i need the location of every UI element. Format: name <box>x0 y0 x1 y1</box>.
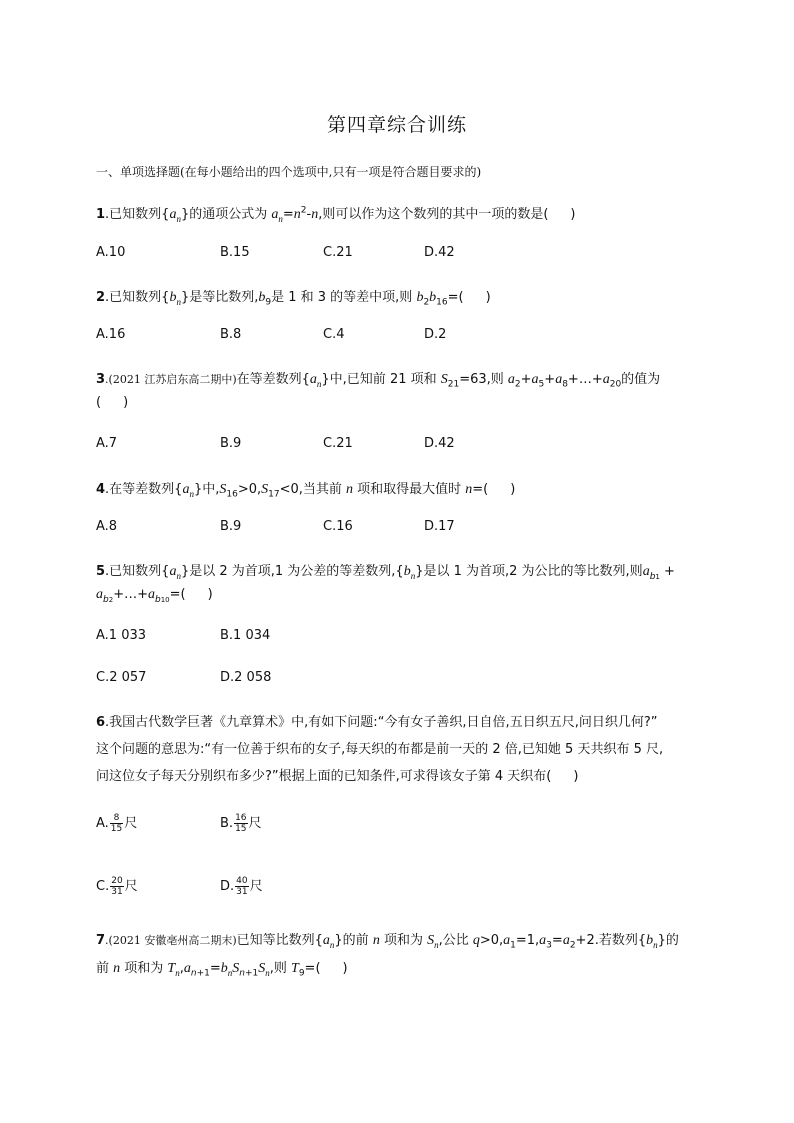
q3-text: + <box>544 372 556 387</box>
question-number: 2 <box>96 290 106 305</box>
q3-text: ) <box>123 395 129 410</box>
q1-text: .已知数列{ <box>105 207 170 222</box>
option-b: B. $\frac{16}{15}$ 尺 <box>220 813 262 834</box>
option-b: B.15 <box>220 245 250 260</box>
question-number: 5 <box>96 564 106 579</box>
option-b: B.9 <box>220 519 242 534</box>
q2-text: }是等比数列, <box>180 290 259 305</box>
option-a: A.7 <box>96 436 118 451</box>
option-d: D.42 <box>424 436 455 451</box>
option-c: C.2 057 <box>96 670 147 685</box>
question-6 <box>96 711 657 730</box>
q2-text: =( <box>447 290 464 305</box>
q1-text: - <box>306 207 312 222</box>
question-2: 2.已知数列$\{b_n\}$是等比数列$,b_9$是 1 和 3 的等差中项,则 $b_2b_{16}=$( ) <box>96 290 491 308</box>
fraction: $\frac{20}{31}$ <box>111 876 123 897</box>
option-b: B.8 <box>220 327 242 342</box>
option-d: D.17 <box>424 519 455 534</box>
q4-text: 项和取得最大值时 <box>353 482 466 497</box>
q7-text: +2.若数列{ <box>575 933 647 948</box>
q7-text: 项和为 <box>120 961 168 976</box>
question-7: 7.(2021 安徽亳州高二期末)已知等比数列$\{a_n\}$的前 n 项和为 $S_n$,公比 $q>0,a_1=1,a_3=a_2+2$.若数列$\{b_n\}$的 <box>96 933 679 951</box>
section-heading: 一、单项选择题(在每小题给出的四个选项中,只有一项是符合题目要求的) <box>96 165 482 179</box>
q5-text: }是以 2 为首项,1 为公差的等差数列,{ <box>180 564 404 579</box>
q5-text: +…+ <box>113 587 148 602</box>
q5-text: .已知数列{ <box>105 564 170 579</box>
q3-text: + <box>520 372 532 387</box>
option-d: D.42 <box>424 245 455 260</box>
q1-text: ,则可以作为这个数列的其中一项的数是( <box>318 207 549 222</box>
q4-text: >0, <box>237 482 262 497</box>
q7-text: }的前 <box>334 933 373 948</box>
q7-text: 已知等比数列{ <box>236 933 323 948</box>
q7-text: ,公比 <box>438 933 473 948</box>
q3-text: +…+ <box>567 372 603 387</box>
source-note: .(2021 安徽亳州高二期末) <box>105 934 237 947</box>
option-a: A.10 <box>96 245 126 260</box>
q7-text: 项和为 <box>379 933 428 948</box>
q5-text: =( <box>169 587 186 602</box>
question-number: 6 <box>96 715 106 730</box>
option-a: A. $\frac{8}{15}$ 尺 <box>96 813 138 834</box>
question-7-cont: 前 n 项和为 $T_n,a_{n+1}=b_nS_{n+1}S_n$,则 $T_9=$( ) <box>96 961 348 979</box>
fraction: $\frac{8}{15}$ <box>110 813 123 834</box>
question-number: 4 <box>96 482 106 497</box>
option-b: B.1 034 <box>220 628 271 643</box>
q3-text: =63,则 <box>459 372 508 387</box>
question-4: 4.在等差数列$\{a_n\}$中$,S_{16}>0,S_{17}<0$,当其前 n 项和取得最大值时 n=( ) <box>96 482 516 500</box>
q4-text: }中, <box>193 482 220 497</box>
q7-text: }的 <box>657 933 679 948</box>
q1-text: }的通项公式为 <box>180 207 272 222</box>
question-3-cont <box>96 395 128 410</box>
option-d: D.2 058 <box>220 670 272 685</box>
option-a: A.16 <box>96 327 126 342</box>
q5-text: }是以 1 为首项,2 为公比的等比数列,则 <box>415 564 643 579</box>
question-number: 3 <box>96 372 106 387</box>
q7-text: , <box>179 961 184 976</box>
option-c: C.4 <box>323 327 345 342</box>
source-note: .(2021 江苏启东高二期中) <box>105 373 237 386</box>
q6-text: 问这位女子每天分别织布多少?”根据上面的已知条件,可求得该女子第 4 天织布( <box>96 769 552 784</box>
option-a: A.1 033 <box>96 628 147 643</box>
fraction: $\frac{40}{31}$ <box>236 876 248 897</box>
q2-text: ) <box>485 290 491 305</box>
question-6-line-3 <box>96 765 578 784</box>
q3-text: }中,已知前 21 项和 <box>321 372 441 387</box>
q3-text: 在等差数列{ <box>236 372 310 387</box>
q3-text: ( <box>96 395 102 410</box>
option-c: C. $\frac{20}{31}$ 尺 <box>96 876 138 897</box>
q2-text: 是 1 和 3 的等差中项,则 <box>271 290 417 305</box>
q5-text: ) <box>207 587 213 602</box>
q5-text: + <box>659 564 675 579</box>
question-3: 3.(2021 江苏启东高二期中)在等差数列$\{a_n\}$中,已知前 21 项和 $S_{21}=63$,则 $a_2+a_5+a_8+\dots+a_{20}$的值为 <box>96 372 661 390</box>
q7-text: =1, <box>515 933 540 948</box>
q7-text: = <box>551 933 563 948</box>
q3-text: 的值为 <box>621 372 661 387</box>
q7-text: = <box>209 961 221 976</box>
q4-text: .在等差数列{ <box>105 482 183 497</box>
option-b: B.9 <box>220 436 242 451</box>
option-d: D. $\frac{40}{31}$ 尺 <box>220 876 263 897</box>
option-a: A.8 <box>96 519 118 534</box>
question-6-line-2: 这个问题的意思为:“有一位善于织布的女子,每天织的布都是前一天的 2 倍,已知她 5 天共织布 5 尺, <box>96 742 664 757</box>
page-title: 第四章综合训练 <box>326 114 467 136</box>
q6-text: ) <box>573 769 579 784</box>
q4-text: ) <box>510 482 516 497</box>
option-c: C.21 <box>323 245 353 260</box>
question-number: 7 <box>96 933 106 948</box>
q7-text: ) <box>342 961 348 976</box>
q2-text: .已知数列{ <box>105 290 170 305</box>
q7-text: ,则 <box>269 961 292 976</box>
question-5: 5.已知数列$\{a_n\}$是以 2 为首项,1 为公差的等差数列$,\{b_n\}$是以 1 为首项,2 为公比的等比数列,则$a_{b1}$ + <box>96 564 675 582</box>
fraction: $\frac{16}{15}$ <box>235 813 247 834</box>
q7-text: >0, <box>479 933 504 948</box>
question-1: 1.已知数列$\{a_n\}$的通项公式为 $a_n=n^2-n$,则可以作为这个数列的其中一项的数是( ) <box>96 205 576 224</box>
q1-text: = <box>282 207 294 222</box>
q6-text: .我国古代数学巨著《九章算术》中,有如下问题:“今有女子善织,日自倍,五日织五尺,问日织几何?” <box>105 715 658 730</box>
q4-text: =( <box>472 482 489 497</box>
q7-text: =( <box>304 961 321 976</box>
option-c: C.21 <box>323 436 353 451</box>
option-c: C.16 <box>323 519 353 534</box>
q4-text: <0,当其前 <box>279 482 346 497</box>
q7-text: 前 <box>96 961 114 976</box>
option-d: D.2 <box>424 327 447 342</box>
q1-text: ) <box>570 207 576 222</box>
question-number: 1 <box>96 207 106 222</box>
question-5-cont: $a_{b2}+\dots+a_{b10}=$( ) <box>96 587 213 605</box>
